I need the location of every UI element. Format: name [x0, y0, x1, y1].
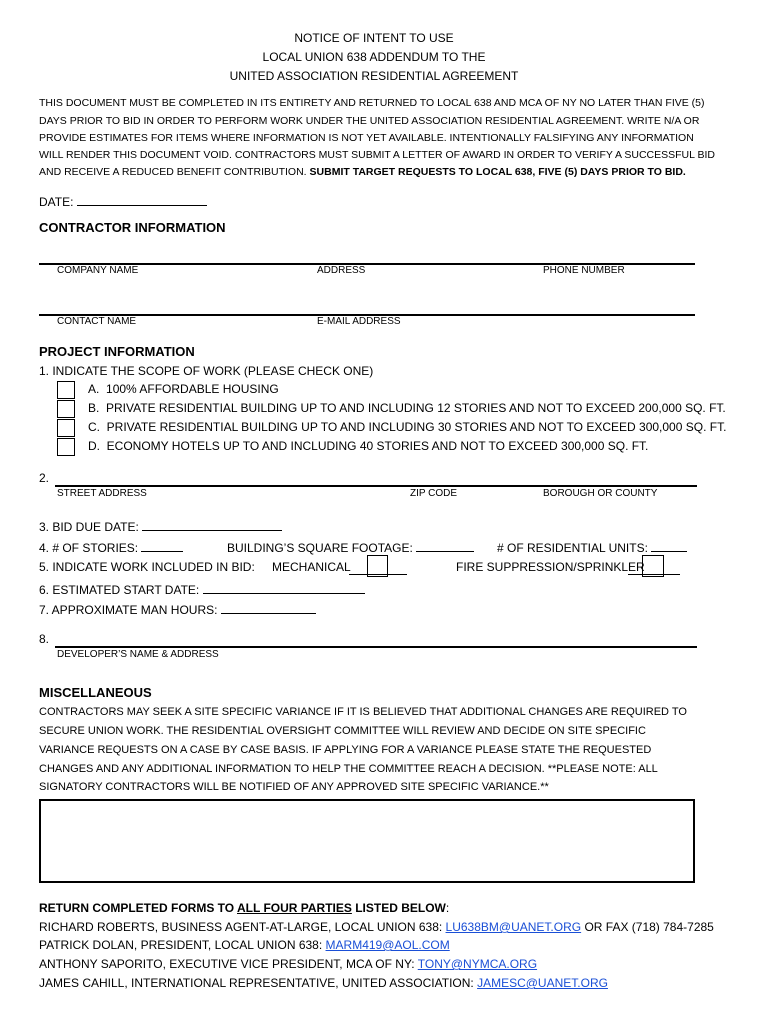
project-address-line[interactable]: [55, 485, 697, 487]
start-date-label: 6. ESTIMATED START DATE:: [39, 583, 200, 597]
contact-saporito: [39, 957, 537, 971]
scope-a-letter: A.: [88, 382, 100, 396]
address-label: ADDRESS: [317, 265, 366, 276]
contact-dolan-text: PATRICK DOLAN, PRESIDENT, LOCAL UNION 638:: [39, 938, 326, 952]
project-heading: PROJECT INFORMATION: [39, 344, 195, 359]
misc-heading: MISCELLANEOUS: [39, 685, 152, 700]
contact-roberts-fax: OR FAX (718) 784-7285: [581, 920, 714, 934]
developer-line[interactable]: [55, 646, 697, 648]
bid-due-date-label: 3. BID DUE DATE:: [39, 520, 139, 534]
scope-c-text: PRIVATE RESIDENTIAL BUILDING UP TO AND INCLUDING 30 STORIES AND NOT TO EXCEED 300,000 SQ. FT.: [106, 420, 727, 434]
scope-b-checkbox[interactable]: [57, 400, 75, 418]
scope-c-checkbox[interactable]: [57, 419, 75, 437]
intro-line5: [39, 166, 686, 178]
email-label: E-MAIL ADDRESS: [317, 316, 401, 327]
return-suffix: LISTED BELOW: [351, 901, 446, 915]
street-address-label: STREET ADDRESS: [57, 488, 147, 499]
intro-line1: THIS DOCUMENT MUST BE COMPLETED IN ITS ENTIRETY AND RETURNED TO LOCAL 638 AND MCA OF NY NO LATER THAN FIVE (5): [39, 97, 705, 109]
contact-cahill-text: JAMES CAHILL, INTERNATIONAL REPRESENTATIVE, UNITED ASSOCIATION:: [39, 976, 478, 990]
contact-roberts-text: RICHARD ROBERTS, BUSINESS AGENT-AT-LARGE, LOCAL UNION 638:: [39, 920, 446, 934]
intro-line5-text: AND RECEIVE A REDUCED BENEFIT CONTRIBUTION.: [39, 166, 307, 178]
developer-label: DEVELOPER’S NAME & ADDRESS: [57, 649, 219, 660]
units-label: # OF RESIDENTIAL UNITS:: [497, 541, 648, 555]
return-instructions: [39, 901, 449, 915]
start-date-input[interactable]: [203, 581, 365, 594]
mechanical-checkbox[interactable]: [367, 555, 388, 577]
phone-label: PHONE NUMBER: [543, 265, 625, 276]
contact-cahill: [39, 976, 608, 990]
variance-textarea[interactable]: [39, 799, 695, 883]
date-field: [39, 193, 207, 209]
intro-line3: PROVIDE ESTIMATES FOR ITEMS WHERE INFORMATION IS NOT YET AVAILABLE. INTENTIONALLY FALSIFYING ANY INFORMATION: [39, 132, 694, 144]
contact-roberts: [39, 920, 714, 934]
return-prefix: RETURN COMPLETED FORMS TO: [39, 901, 237, 915]
zip-code-label: ZIP CODE: [410, 488, 458, 499]
scope-d-checkbox[interactable]: [57, 438, 75, 456]
item8-number: 8.: [39, 632, 50, 646]
scope-option-b: [88, 401, 726, 415]
return-colon: :: [445, 901, 450, 915]
borough-label: BOROUGH OR COUNTY: [543, 488, 658, 499]
man-hours-input[interactable]: [221, 601, 316, 614]
item2-number: 2.: [39, 471, 50, 485]
scope-a-checkbox[interactable]: [57, 381, 75, 399]
units-field: [497, 539, 687, 555]
scope-option-c: [88, 420, 726, 434]
sqft-label: BUILDING’S SQUARE FOOTAGE:: [227, 541, 413, 555]
scope-option-d: [88, 439, 648, 453]
sqft-input[interactable]: [416, 539, 474, 552]
scope-question: 1. INDICATE THE SCOPE OF WORK (PLEASE CHECK ONE): [39, 364, 374, 378]
scope-c-letter: C.: [88, 420, 100, 434]
scope-d-text: ECONOMY HOTELS UP TO AND INCLUDING 40 STORIES AND NOT TO EXCEED 300,000 SQ. FT.: [106, 439, 649, 453]
intro-line5-bold: SUBMIT TARGET REQUESTS TO LOCAL 638, FIVE (5) DAYS PRIOR TO BID.: [309, 166, 686, 178]
form-title-line1: NOTICE OF INTENT TO USE: [294, 31, 454, 45]
date-input[interactable]: [77, 193, 207, 206]
contact-saporito-email-link[interactable]: TONY@NYMCA.ORG: [417, 957, 538, 971]
contractor-heading: CONTRACTOR INFORMATION: [39, 220, 226, 235]
start-date-field: [39, 581, 365, 597]
form-title-line3: UNITED ASSOCIATION RESIDENTIAL AGREEMENT: [229, 69, 519, 83]
contact-roberts-email-link[interactable]: LU638BM@UANET.ORG: [445, 920, 582, 934]
intro-line4: WILL RENDER THIS DOCUMENT VOID. CONTRACTORS MUST SUBMIT A LETTER OF AWARD IN ORDER TO VERIFY A SUCCESSFUL BID: [39, 149, 715, 161]
scope-option-a: [88, 382, 279, 396]
man-hours-field: [39, 601, 316, 617]
misc-line5: SIGNATORY CONTRACTORS WILL BE NOTIFIED OF ANY APPROVED SITE SPECIFIC VARIANCE.**: [39, 781, 549, 793]
return-underlined: ALL FOUR PARTIES: [237, 901, 352, 915]
bid-due-date-field: [39, 518, 282, 534]
form-title-line2: LOCAL UNION 638 ADDENDUM TO THE: [262, 50, 486, 64]
scope-b-letter: B.: [88, 401, 100, 415]
bid-due-date-input[interactable]: [142, 518, 282, 531]
sqft-field: [227, 539, 474, 555]
misc-line3: VARIANCE REQUESTS ON A CASE BY CASE BASIS. IF APPLYING FOR A VARIANCE PLEASE STATE THE REQUESTED: [39, 744, 652, 756]
units-input[interactable]: [651, 539, 687, 552]
contact-saporito-text: ANTHONY SAPORITO, EXECUTIVE VICE PRESIDENT, MCA OF NY:: [39, 957, 418, 971]
scope-a-text: 100% AFFORDABLE HOUSING: [106, 382, 279, 396]
intro-line2: DAYS PRIOR TO BID IN ORDER TO PERFORM WORK UNDER THE UNITED ASSOCIATION RESIDENTIAL AGREEMENT. WRITE N/A OR: [39, 115, 700, 127]
misc-line4: CHANGES AND ANY ADDITIONAL INFORMATION TO HELP THE COMMITTEE REACH A DECISION. **PLEASE NOTE: ALL: [39, 763, 658, 775]
stories-field: [39, 539, 183, 555]
stories-input[interactable]: [141, 539, 183, 552]
fire-suppression-checkbox[interactable]: [642, 555, 664, 577]
contact-name-label: CONTACT NAME: [57, 316, 137, 327]
work-included-label: 5. INDICATE WORK INCLUDED IN BID:: [39, 560, 255, 574]
scope-d-letter: D.: [88, 439, 100, 453]
stories-label: 4. # OF STORIES:: [39, 541, 139, 555]
fire-suppression-label: FIRE SUPPRESSION/SPRINKLER: [456, 560, 645, 574]
date-label: DATE:: [39, 195, 74, 209]
contact-dolan-email-link[interactable]: MARM419@AOL.COM: [325, 938, 450, 952]
mechanical-label: MECHANICAL: [272, 560, 351, 574]
man-hours-label: 7. APPROXIMATE MAN HOURS:: [39, 603, 218, 617]
misc-line1: CONTRACTORS MAY SEEK A SITE SPECIFIC VARIANCE IF IT IS BELIEVED THAT ADDITIONAL CHANGES ARE REQUIRED TO: [39, 706, 687, 718]
scope-b-text: PRIVATE RESIDENTIAL BUILDING UP TO AND INCLUDING 12 STORIES AND NOT TO EXCEED 200,000 SQ. FT.: [106, 401, 726, 415]
misc-line2: SECURE UNION WORK. THE RESIDENTIAL OVERSIGHT COMMITTEE WILL REVIEW AND DECIDE ON SITE SPECIFIC: [39, 725, 646, 737]
company-name-label: COMPANY NAME: [57, 265, 139, 276]
contact-cahill-email-link[interactable]: JAMESC@UANET.ORG: [477, 976, 608, 990]
contact-dolan: [39, 938, 450, 952]
